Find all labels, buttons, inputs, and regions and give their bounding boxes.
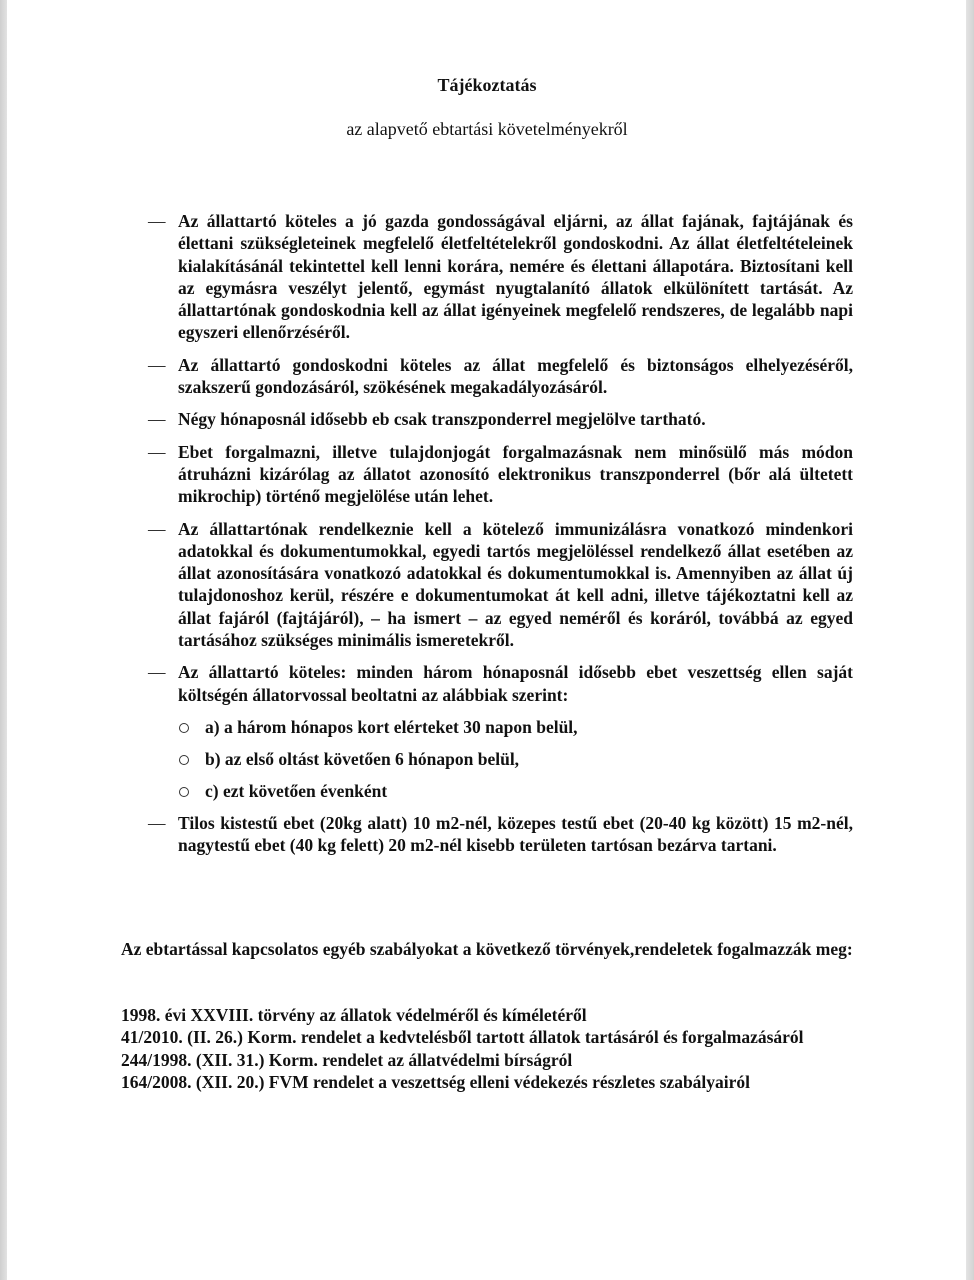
dash-bullet-icon: —: [148, 354, 166, 375]
document-subtitle: az alapvető ebtartási követelményekről: [346, 119, 628, 139]
related-regulations-intro: Az ebtartással kapcsolatos egyéb szabályokat a következő törvények,rendeletek fogalmazzák meg:: [121, 939, 853, 959]
requirements-list: [148, 210, 853, 867]
circle-bullet-icon: [179, 723, 189, 733]
list-item: [148, 441, 853, 508]
dash-bullet-icon: —: [148, 441, 166, 462]
regulation-item: 164/2008. (XII. 20.) FVM rendelet a veszettség elleni védekezés részletes szabályairól: [121, 1071, 751, 1092]
list-item: [148, 210, 853, 344]
regulations-list: [121, 1004, 853, 1093]
sub-list-item-text: b) az első oltást követően 6 hónapon belül,: [205, 748, 520, 769]
dash-bullet-icon: —: [148, 211, 166, 231]
list-item: [148, 661, 853, 706]
list-item: [148, 408, 853, 430]
list-item-text: Ebet forgalmazni, illetve tulajdonjogát forgalmazásnak nem minősülő más módon átruházni kizárólag az állatot azonosító elektronikus transzponderrel (bőr alá ültetett mikrochip) történő megjelölése után lehet.: [178, 441, 853, 507]
list-item-text: Az állattartónak rendelkeznie kell a kötelező immunizálásra vonatkozó mindenkori adatokkal és dokumentumokkal, egyedi tartós megjelöléssel rendelkező állat esetében az állat azonosítására vonatkozó adatokkal és dokumentumokkal is. Amennyiben az állat új tulajdonoshoz kerül, részére e dokumentumokat át kell adni, illetve tájékoztatni kell az állat fajáról (fajtájáról), – ha ismert – az egyed neméről és koráról, továbbá az egyed tartásához szükséges minimális ismeretekről.: [178, 518, 853, 651]
page-edge-right: [966, 0, 974, 1280]
dash-bullet-icon: —: [148, 662, 166, 683]
list-item: [148, 518, 853, 652]
list-item-text: Az állattartó köteles a jó gazda gondosságával eljárni, az állat fajának, fajtájának és élettani szükségleteinek megfelelő életfeltételekről gondoskodni. Az állat életfeltételeinek kialakításánál tekintettel kell lenni korára, nemére és élettani állapotára. Biztosítani kell az egymásra veszélyt jelentő, egymást nyugtalanító állatok elkülönített tartását. Az állattartónak gondoskodnia kell az állat igényeinek megfelelő rendszeres, de legalább napi egyszeri ellenőrzéséről.: [178, 211, 853, 343]
list-item-text: Az állattartó gondoskodni köteles az állat megfelelő és biztonságos elhelyezéséről, szakszerű gondozásáról, szökésének megakadályozásáról.: [178, 354, 853, 398]
list-item: [148, 812, 853, 857]
regulation-item: 41/2010. (II. 26.) Korm. rendelet a kedvtelésből tartott állatok tartásáról és forgalmazásáról: [121, 1027, 804, 1048]
sub-list-item: [148, 716, 853, 738]
list-item-text: Az állattartó köteles: minden három hónaposnál idősebb ebet veszettség ellen saját költségén állatorvossal beoltatni az alábbiak szerint:: [178, 662, 853, 705]
regulation-item: 244/1998. (XII. 31.) Korm. rendelet az állatvédelmi bírságról: [121, 1049, 573, 1070]
sub-list-item: [148, 748, 853, 770]
regulation-item: 1998. évi XXVIII. törvény az állatok védelméről és kíméletéről: [121, 1005, 587, 1025]
circle-bullet-icon: [179, 755, 189, 765]
sub-list-item-text: c) ezt követően évenként: [205, 780, 388, 801]
sub-list-item: [148, 780, 853, 802]
list-item-text: Négy hónaposnál idősebb eb csak transzponderrel megjelölve tartható.: [178, 409, 706, 430]
list-item-text: Tilos kistestű ebet (20kg alatt) 10 m2-nél, közepes testű ebet (20-40 kg között) 15 m2-nél, nagytestű ebet (40 kg felett) 20 m2-nél kisebb területen tartósan bezárva tartani.: [178, 812, 853, 856]
dash-bullet-icon: —: [148, 518, 166, 539]
dash-bullet-icon: —: [148, 409, 166, 430]
circle-bullet-icon: [179, 787, 189, 797]
sub-list-item-text: a) a három hónapos kort elérteket 30 napon belül,: [205, 716, 578, 737]
list-item: [148, 354, 853, 399]
dash-bullet-icon: —: [148, 812, 166, 833]
document-title: Tájékoztatás: [437, 75, 537, 95]
vaccination-schedule-list: [148, 716, 853, 802]
page-edge-left: [0, 0, 7, 1280]
